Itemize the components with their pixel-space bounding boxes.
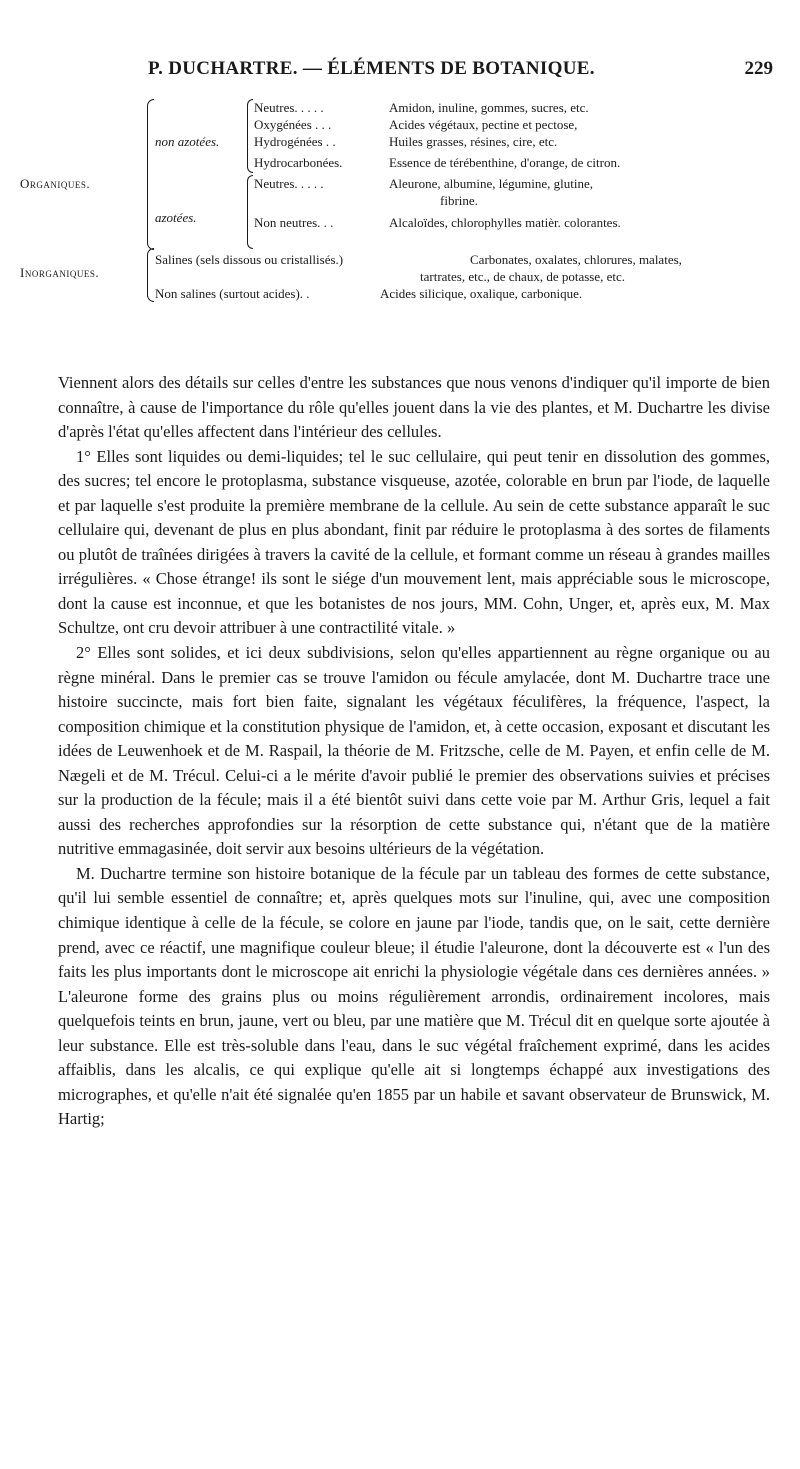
row-text: Acides silicique, oxalique, carbonique. bbox=[380, 286, 583, 301]
row-label: Salines (sels dissous ou cristallisés.) bbox=[155, 252, 344, 267]
page-number: 229 bbox=[744, 58, 773, 79]
classification-table bbox=[0, 95, 800, 360]
organiques-brace bbox=[147, 99, 154, 250]
subcategory-azotees: azotées. bbox=[155, 210, 197, 225]
row-label: Oxygénées . . . bbox=[254, 117, 332, 132]
azotees-brace bbox=[247, 175, 253, 249]
non-azotees-brace bbox=[247, 99, 253, 173]
row-text: Acides végétaux, pectine et pectose, bbox=[389, 117, 578, 132]
row-text: Huiles grasses, résines, cire, etc. bbox=[389, 134, 558, 149]
paragraph: M. Duchartre termine son histoire botanique de la fécule par un tableau des formes de cette substance, qu'il lui semble essentiel de connaître; et, après quelques mots sur l'inuline, qui, avec une composition chimique identique à celle de la fécule, se colore en jaune par l'iode, tandis que, on le sait, cette dernière prend, avec ce réactif, une magnifique couleur bleue; il étudie l'aleurone, dont la découverte est « l'un des faits les plus importants dont le microscope ait enrichi la physiologie végétale dans ces dernières années. » L'aleurone forme des grains plus ou moins régulièrement arrondis, ordinairement incolores, mais quelquefois teints en brun, jaune, vert ou bleu, par une matière que M. Trécul dit en quelque sorte ajoutée à leur substance. Elle est très-soluble dans l'eau, dans le suc végétal fraîchement exprimé, dans les acides affaiblis, dans les alcalis, ce qui explique qu'elle ait si longtemps échappé aux investigations des micrographes, et qu'elle n'ait été signalée qu'en 1855 par un habile et savant observateur de Brunswick, M. Hartig; bbox=[58, 863, 770, 1129]
inorganiques-brace bbox=[147, 248, 154, 302]
body-text bbox=[58, 371, 770, 1132]
row-label: Non neutres. . . bbox=[254, 215, 334, 230]
row-label: Hydrogénées . . bbox=[254, 134, 336, 149]
running-title: P. DUCHARTRE. — ÉLÉMENTS DE BOTANIQUE. bbox=[148, 58, 595, 79]
row-text: tartrates, etc., de chaux, de potasse, etc. bbox=[420, 269, 626, 284]
paragraph: Viennent alors des détails sur celles d'entre les substances que nous venons d'indiquer qu'il importe de bien connaître, à cause de l'importance du rôle qu'elles jouent dans la vie des plantes, et M. Duchartre les divise d'après l'état qu'elles affectent dans l'intérieur des cellules. bbox=[58, 373, 770, 442]
paragraph: 1° Elles sont liquides ou demi-liquides; tel le suc cellulaire, qui peut tenir en dissolution des gommes, des sucres; tel encore le protoplasma, substance visqueuse, azotée, colorable en brun par l'iode, de laquelle et par laquelle s'est produite la première membrane de la cellule. Au sein de cette substance apparaît le suc cellulaire qui, devenant de plus en plus abondant, finit par réduire le protoplasma à des sortes de filaments ou plutôt de traînées dirigées à travers la cavité de la cellule, et formant comme un réseau à grandes mailles irrégulières. « Chose étrange! ils sont le siége d'un mouvement lent, mais appréciable sous le microscope, dont la cause est inconnue, et que les botanistes de nos jours, MM. Cohn, Unger, et, après eux, M. Max Schultze, ont cru devoir attribuer à une contractilité vitale. » bbox=[58, 446, 770, 638]
category-inorganiques: Inorganiques. bbox=[20, 265, 100, 280]
paragraph: 2° Elles sont solides, et ici deux subdivisions, selon qu'elles appartiennent au règne organique ou au règne minéral. Dans le premier cas se trouve l'amidon ou fécule amylacée, dont M. Duchartre trace une histoire succincte, mais fort bien faite, signalant les végétaux féculifères, la fréquence, l'aspect, la composition chimique et la constitution physique de l'amidon, et, à cette occasion, exposant et discutant les idées de Leuwenhoek et de M. Raspail, la théorie de M. Fritzsche, celle de M. Payen, et enfin celle de M. Nægeli et de M. Trécul. Celui-ci a le mérite d'avoir publié le premier des observations suivies et précises sur la production de la fécule; mais il a été bientôt suivi dans cette voie par M. Arthur Gris, lequel a fait aussi des recherches approfondies sur la résorption de cette substance qui, n'étant que de la matière nutritive emmagasinée, doit servir aux besoins ultérieurs de la végétation. bbox=[58, 643, 770, 859]
category-organiques: Organiques. bbox=[20, 176, 91, 191]
row-label: Non salines (surtout acides). . bbox=[155, 286, 310, 301]
row-text: Amidon, inuline, gommes, sucres, etc. bbox=[389, 100, 589, 115]
row-text: Carbonates, oxalates, chlorures, malates, bbox=[470, 252, 682, 267]
row-label: Neutres. . . . . bbox=[254, 100, 324, 115]
page-header bbox=[148, 58, 773, 84]
row-text: Aleurone, albumine, légumine, glutine, bbox=[389, 176, 593, 191]
row-label: Hydrocarbonées. bbox=[254, 155, 343, 170]
row-label: Neutres. . . . . bbox=[254, 176, 324, 191]
row-text: fibrine. bbox=[440, 193, 478, 208]
subcategory-non-azotees: non azotées. bbox=[155, 134, 220, 149]
row-text: Essence de térébenthine, d'orange, de citron. bbox=[389, 155, 621, 170]
row-text: Alcaloïdes, chlorophylles matièr. colorantes. bbox=[389, 215, 621, 230]
